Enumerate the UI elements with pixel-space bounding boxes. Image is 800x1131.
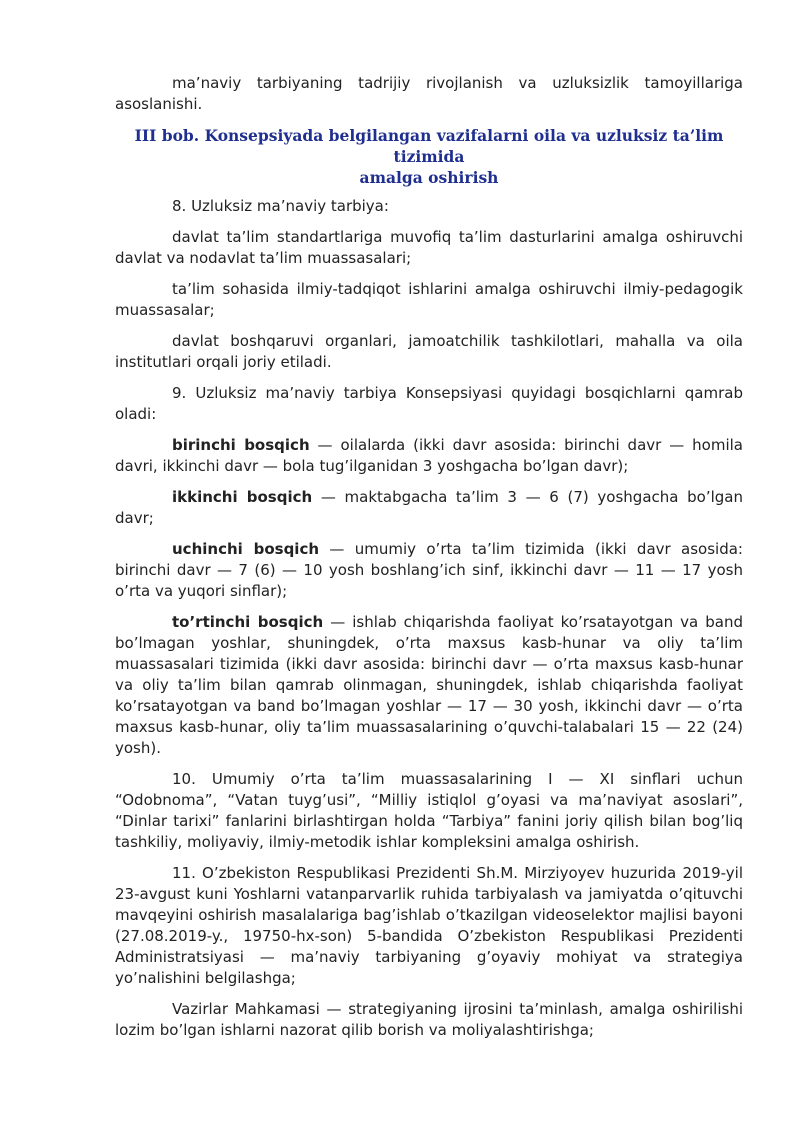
paragraph-11-continuation: Vazirlar Mahkamasi — strategiyaning ijrosini ta’minlash, amalga oshirilishi lozim bo’lgan ishlarni nazorat qilib borish va moliyalashtirishga; bbox=[115, 1000, 743, 1039]
stage-4 bbox=[115, 612, 743, 759]
chapter-heading-line1: III bob. Konsepsiyada belgilangan vazifalarni oila va uzluksiz ta’lim tizimida bbox=[134, 126, 724, 166]
chapter-heading-line2: amalga oshirish bbox=[359, 168, 499, 187]
intro-continuation: ma’naviy tarbiyaning tadrijiy rivojlanish va uzluksizlik tamoyillariga asoslanishi. bbox=[115, 74, 743, 113]
paragraph-8-title: 8. Uzluksiz ma’naviy tarbiya: bbox=[172, 197, 389, 215]
stage-3 bbox=[115, 539, 743, 602]
stage-2-label: ikkinchi bosqich bbox=[172, 488, 313, 506]
stage-2-text: — maktabgacha ta’lim 3 — 6 (7) yoshgacha bo’lgan davr; bbox=[115, 488, 743, 527]
document-body bbox=[115, 73, 743, 1051]
stage-3-text: — umumiy o’rta ta’lim tizimida (ikki davr asosida: birinchi davr — 7 (6) — 10 yosh boshlang’ich sinf, ikkinchi davr — 11 — 17 yosh o’rta va yuqori sinflar); bbox=[115, 540, 743, 600]
paragraph-8-item-2: ta’lim sohasida ilmiy-tadqiqot ishlarini amalga oshiruvchi ilmiy-pedagogik muassasalar; bbox=[115, 280, 743, 319]
stage-2 bbox=[115, 487, 743, 529]
stage-1 bbox=[115, 435, 743, 477]
paragraph-8-item-1: davlat ta’lim standartlariga muvofiq ta’lim dasturlarini amalga oshiruvchi davlat va nodavlat ta’lim muassasalari; bbox=[115, 228, 743, 267]
stage-4-label: to’rtinchi bosqich bbox=[172, 613, 324, 631]
paragraph-10: 10. Umumiy o’rta ta’lim muassasalarining I — XI sinflari uchun “Odobnoma”, “Vatan tuyg’usi”, “Milliy istiqlol g’oyasi va ma’naviyat asoslari”, “Dinlar tarixi” fanlarini birlashtirgan holda “Tarbiya” fanini joriy qilish bilan bog’liq tashkiliy, moliyaviy, ilmiy-metodik ishlar kompleksini amalga oshirish. bbox=[115, 770, 743, 851]
stage-4-text: — ishlab chiqarishda faoliyat ko’rsatayotgan va band bo’lmagan yoshlar, shuningdek, o’rta maxsus kasb-hunar va oliy ta’lim muassasalari tizimida (ikki davr asosida: birinchi davr — o’rta maxsus kasb-hunar va oliy ta’lim bilan qamrab olinmagan, shuningdek, ishlab chiqarishda faoliyat ko’rsatayotgan va band bo’lmagan yoshlar — 17 — 30 yosh, ikkinchi davr — o’rta maxsus kasb-hunar, oliy ta’lim muassasalarining o’quvchi-talabalari 15 — 22 (24) yosh). bbox=[115, 613, 744, 757]
stage-1-text: — oilalarda (ikki davr asosida: birinchi davr — homila davri, ikkinchi davr — bola tug’ilganidan 3 yoshgacha bo’lgan davr); bbox=[115, 436, 743, 475]
paragraph-11: 11. O’zbekiston Respublikasi Prezidenti Sh.M. Mirziyoyev huzurida 2019-yil 23-avgust kuni Yoshlarni vatanparvarlik ruhida tarbiyalash va jamiyatda o’qituvchi mavqeyini oshirish masalalariga bag’ishlab o’tkazilgan videoselektor majlisi bayoni (27.08.2019-y., 19750-hx-son) 5-bandida O’zbekiston Respublikasi Prezidenti Administratsiyasi — ma’naviy tarbiyaning g’oyaviy mohiyat va strategiya yo’nalishini belgilashga; bbox=[115, 864, 743, 987]
paragraph-9-title: 9. Uzluksiz ma’naviy tarbiya Konsepsiyasi quyidagi bosqichlarni qamrab oladi: bbox=[115, 384, 743, 423]
chapter-heading bbox=[115, 125, 743, 188]
stage-3-label: uchinchi bosqich bbox=[172, 540, 320, 558]
paragraph-8-item-3: davlat boshqaruvi organlari, jamoatchilik tashkilotlari, mahalla va oila institutlari orqali joriy etiladi. bbox=[115, 332, 743, 371]
stage-1-label: birinchi bosqich bbox=[172, 436, 310, 454]
